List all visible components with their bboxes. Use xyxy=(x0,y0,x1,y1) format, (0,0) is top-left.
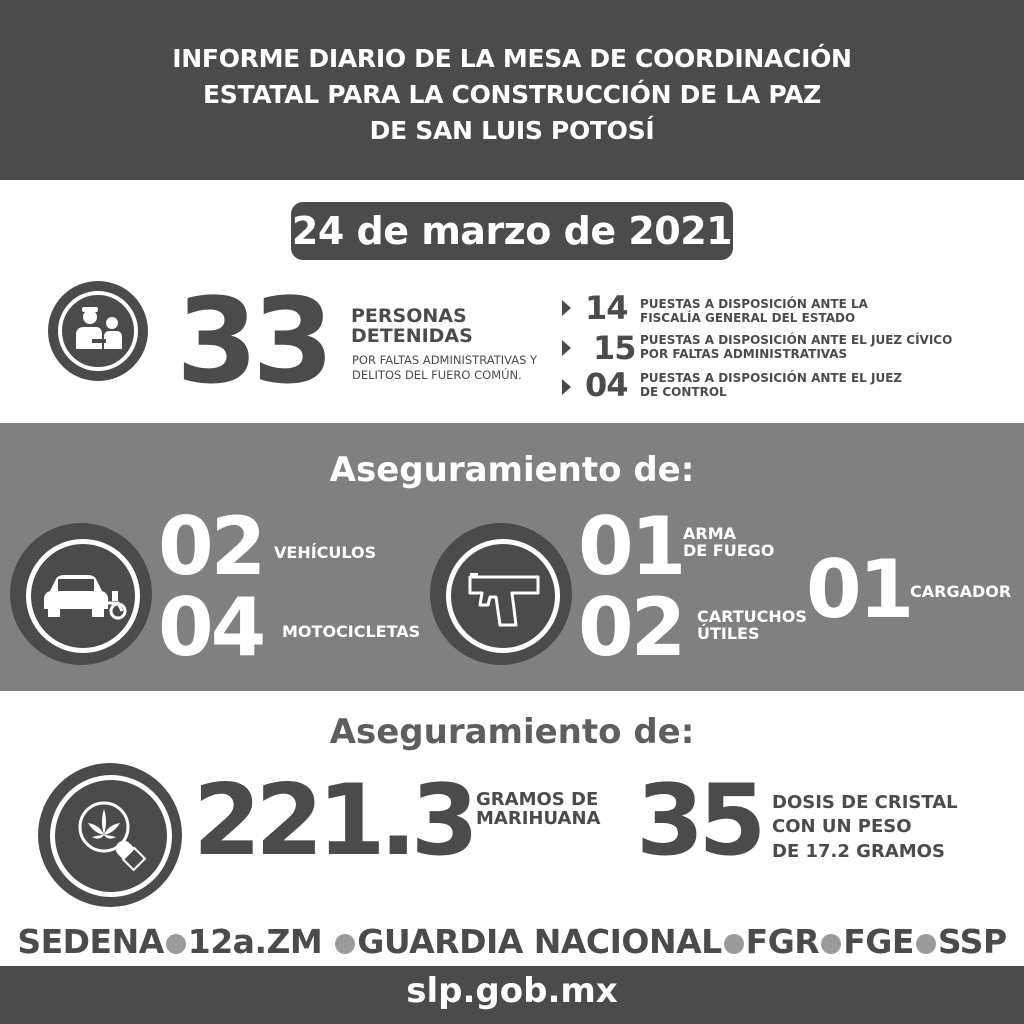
detenidos-label-line-1: PERSONAS xyxy=(351,305,467,327)
title-line-2: ESTATAL PARA LA CONSTRUCCIÓN DE LA PAZ xyxy=(203,80,821,109)
marihuana-count: 221.3 xyxy=(193,764,473,878)
agency-guardia-nacional: GUARDIA NACIONAL xyxy=(357,922,722,961)
arrest-icon xyxy=(48,281,148,381)
cartuchos-label xyxy=(697,609,807,643)
marihuana-label-line-1: GRAMOS DE xyxy=(476,789,599,810)
arma-label xyxy=(683,526,774,560)
puesta-text-3 xyxy=(640,371,902,400)
report-date: 24 de marzo de 2021 xyxy=(291,202,733,260)
cartuchos-label-line-2: ÚTILES xyxy=(697,623,760,643)
detenidos-sub-line-2: DELITOS DEL FUERO COMÚN. xyxy=(352,367,522,382)
agency-sedena: SEDENA xyxy=(17,922,164,961)
detenidos-sub xyxy=(352,353,537,383)
motocicletas-count: 04 xyxy=(158,581,264,674)
arma-label-line-1: ARMA xyxy=(683,524,737,543)
agency-ssp: SSP xyxy=(937,922,1007,961)
title-line-3: DE SAN LUIS POTOSÍ xyxy=(369,116,655,145)
marihuana-label-line-2: MARIHUANA xyxy=(476,807,601,829)
car-motorcycle-icon xyxy=(10,523,152,665)
marijuana-pill-icon xyxy=(38,763,182,907)
section-title-2: Aseguramiento de: xyxy=(329,712,695,752)
arrow-icon xyxy=(562,300,571,316)
detenidos-count: 33 xyxy=(176,272,329,410)
section-title-1: Aseguramiento de: xyxy=(329,450,695,490)
title-line-1: INFORME DIARIO DE LA MESA DE COORDINACIÓN xyxy=(172,44,852,73)
separator-dot xyxy=(166,934,186,954)
puesta-text-1 xyxy=(640,297,868,326)
detenidos-label xyxy=(351,307,473,347)
puesta-text-2-line-2: POR FALTAS ADMINISTRATIVAS xyxy=(640,347,848,362)
puesta-num-3: 04 xyxy=(585,366,628,404)
separator-dot xyxy=(821,934,841,954)
agency-fgr: FGR xyxy=(745,922,820,961)
header-banner xyxy=(0,0,1024,180)
detenidos-sub-line-1: POR FALTAS ADMINISTRATIVAS Y xyxy=(352,353,538,367)
puesta-text-2 xyxy=(640,333,952,362)
agencies-row xyxy=(0,922,1024,961)
marihuana-label xyxy=(476,791,600,829)
website-link[interactable]: slp.gob.mx xyxy=(406,971,618,1011)
separator-dot xyxy=(724,934,744,954)
arma-count: 01 xyxy=(578,500,684,593)
cristal-label-line-3: DE 17.2 GRAMOS xyxy=(772,840,945,862)
puesta-num-1: 14 xyxy=(585,289,628,327)
pistol-icon xyxy=(430,523,572,665)
cristal-label-line-1: DOSIS DE CRISTAL xyxy=(772,792,958,813)
puesta-text-3-line-2: DE CONTROL xyxy=(640,385,727,400)
motocicletas-label: MOTOCICLETAS xyxy=(282,622,421,641)
separator-dot xyxy=(335,934,355,954)
vehiculos-label: VEHÍCULOS xyxy=(274,543,377,562)
cartuchos-label-line-1: CARTUCHOS xyxy=(697,607,807,626)
puesta-text-3-line-1: PUESTAS A DISPOSICIÓN ANTE EL JUEZ xyxy=(640,371,903,385)
cristal-label xyxy=(772,791,958,864)
arma-label-line-2: DE FUEGO xyxy=(683,540,775,560)
cargador-count: 01 xyxy=(806,543,912,636)
puesta-text-2-line-1: PUESTAS A DISPOSICIÓN ANTE EL JUEZ CÍVICO xyxy=(640,333,953,347)
arrow-icon xyxy=(562,340,571,356)
cartuchos-count: 02 xyxy=(578,581,684,674)
cristal-count: 35 xyxy=(636,764,761,878)
vehiculos-count: 02 xyxy=(158,500,264,593)
arrow-icon xyxy=(562,379,571,395)
cargador-label: CARGADOR xyxy=(910,582,1012,601)
detenidos-label-line-2: DETENIDAS xyxy=(351,324,473,347)
agency-fge: FGE xyxy=(843,922,914,961)
separator-dot xyxy=(916,934,936,954)
puesta-text-1-line-1: PUESTAS A DISPOSICIÓN ANTE LA xyxy=(640,297,868,311)
cristal-label-line-2: CON UN PESO xyxy=(772,816,912,838)
puesta-text-1-line-2: FISCALÍA GENERAL DEL ESTADO xyxy=(640,311,856,326)
puesta-num-2: 15 xyxy=(593,329,636,367)
agency-12a-zm: 12a.ZM xyxy=(187,922,323,961)
